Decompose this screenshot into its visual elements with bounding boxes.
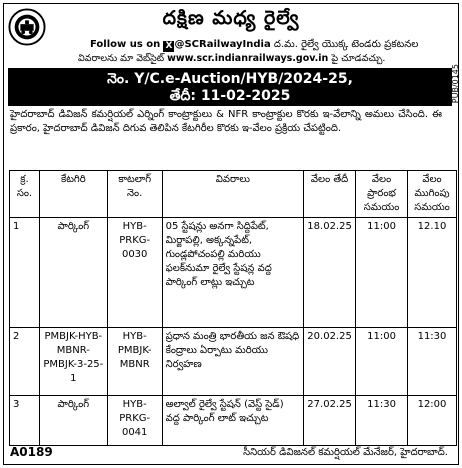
notice-number: నెం. Y/C.e-Auction/HYB/2024-25,: [107, 71, 353, 87]
row-catalog: HYB-PMBJK-MBNR: [107, 328, 162, 396]
row-details: 05 స్టేషన్లు అనగా సిద్దిపేట్, మిర్జాపల్లి, అక్కన్నపేట్, గుండ్లపోచంపల్లి మరియు ఫలక్‌నుమా రైల్వే స్టేషన్ల వద్ద పార్కింగ్ లాట్లు ఇచ్చుట: [162, 218, 303, 328]
auction-table: [9, 170, 457, 446]
x-logo-icon: X: [163, 41, 174, 52]
row-category: PMBJK-HYB-MBNR-PMBJK-3-25-1: [39, 328, 107, 396]
header-end-time: వేలం ముగింపు సమయం: [407, 171, 456, 218]
row-category: పార్కింగ్: [39, 396, 107, 446]
table-header-row: [10, 171, 457, 218]
row-end: 12.10: [407, 218, 456, 328]
notice-body-text: హైదరాబాద్ డివిజన్ కమర్షియల్ ఎర్నింగ్ కాంట్రాక్టులు & NFR కాంట్రాక్టుల కొరకు ఇ-వేలాన్ని అమలు చేసింది. ఈ ప్రకారం, హైదరాబాద్ డివిజన్ దిగువ తెలిపిన కేటగిరీల కొరకు ఇ-వేలం ప్రక్రియ చేపట్టింది.: [10, 109, 442, 134]
table-row: [10, 218, 457, 328]
row-date: 27.02.25: [304, 396, 356, 446]
row-start: 11:00: [356, 328, 408, 396]
follow-suffix: ద.మ. రైల్వే యొక్క టెండరు ప్రకటనల: [273, 39, 419, 50]
header-catalog-no: కాటలాగ్ నెం.: [107, 171, 162, 218]
social-handle[interactable]: @SCRailwayIndia: [174, 39, 271, 50]
footer-code: A0189: [10, 445, 53, 459]
header-serial-no: క్ర. సం.: [10, 171, 40, 218]
row-serial-no: 1: [10, 218, 40, 328]
row-start: 11:30: [356, 396, 408, 446]
row-end: 11:30: [407, 328, 456, 396]
website-prefix: వివరాలను మా వెబ్‌సైట్: [78, 53, 165, 64]
table-row: [10, 396, 457, 446]
row-serial-no: 3: [10, 396, 40, 446]
row-details: ప్రధాన మంత్రి భారతీయ జన ఔషధి కేంద్రాలు ఏర్పాటు మరియు నిర్వహణ: [162, 328, 303, 396]
header-category: కేటగిరి: [39, 171, 107, 218]
row-date: 20.02.25: [304, 328, 356, 396]
header-auction-date: వేలం తేదీ: [304, 171, 356, 218]
row-catalog: HYB-PRKG-0041: [107, 396, 162, 446]
row-serial-no: 2: [10, 328, 40, 396]
row-end: 12:00: [407, 396, 456, 446]
table-row: [10, 328, 457, 396]
row-category: పార్కింగ్: [39, 218, 107, 328]
header-start-time: వేలం ప్రారంభ సమయం: [356, 171, 408, 218]
pub-code: PUB/0145: [451, 64, 460, 104]
header-details: వివరాలు: [162, 171, 303, 218]
website-line: [78, 53, 385, 66]
website-suffix: పై చూడవచ్చు.: [331, 53, 386, 64]
follow-prefix: Follow us on: [90, 39, 161, 50]
social-follow-line: [90, 38, 418, 52]
row-date: 18.02.25: [304, 218, 356, 328]
notice-banner: [8, 68, 452, 106]
notice-page: [3, 3, 459, 465]
notice-date: తేదీ: 11-02-2025: [169, 88, 291, 104]
row-start: 11:00: [356, 218, 408, 328]
website-link[interactable]: www.scr.indianrailways.gov.in: [167, 53, 329, 64]
page-title: దక్షిణ మధ్య రైల్వే: [162, 7, 300, 29]
footer-signature: సీనియర్ డివిజనల్ కమర్షియల్ మేనేజర్, హైదరాబాద్.: [243, 447, 448, 458]
row-catalog: HYB-PRKG-0030: [107, 218, 162, 328]
row-details: అల్వాల్ రైల్వే స్టేషన్ (వెస్ట్ సైడ్) వద్ద పార్కింగ్ లాట్ ఇచ్చుట: [162, 396, 303, 446]
